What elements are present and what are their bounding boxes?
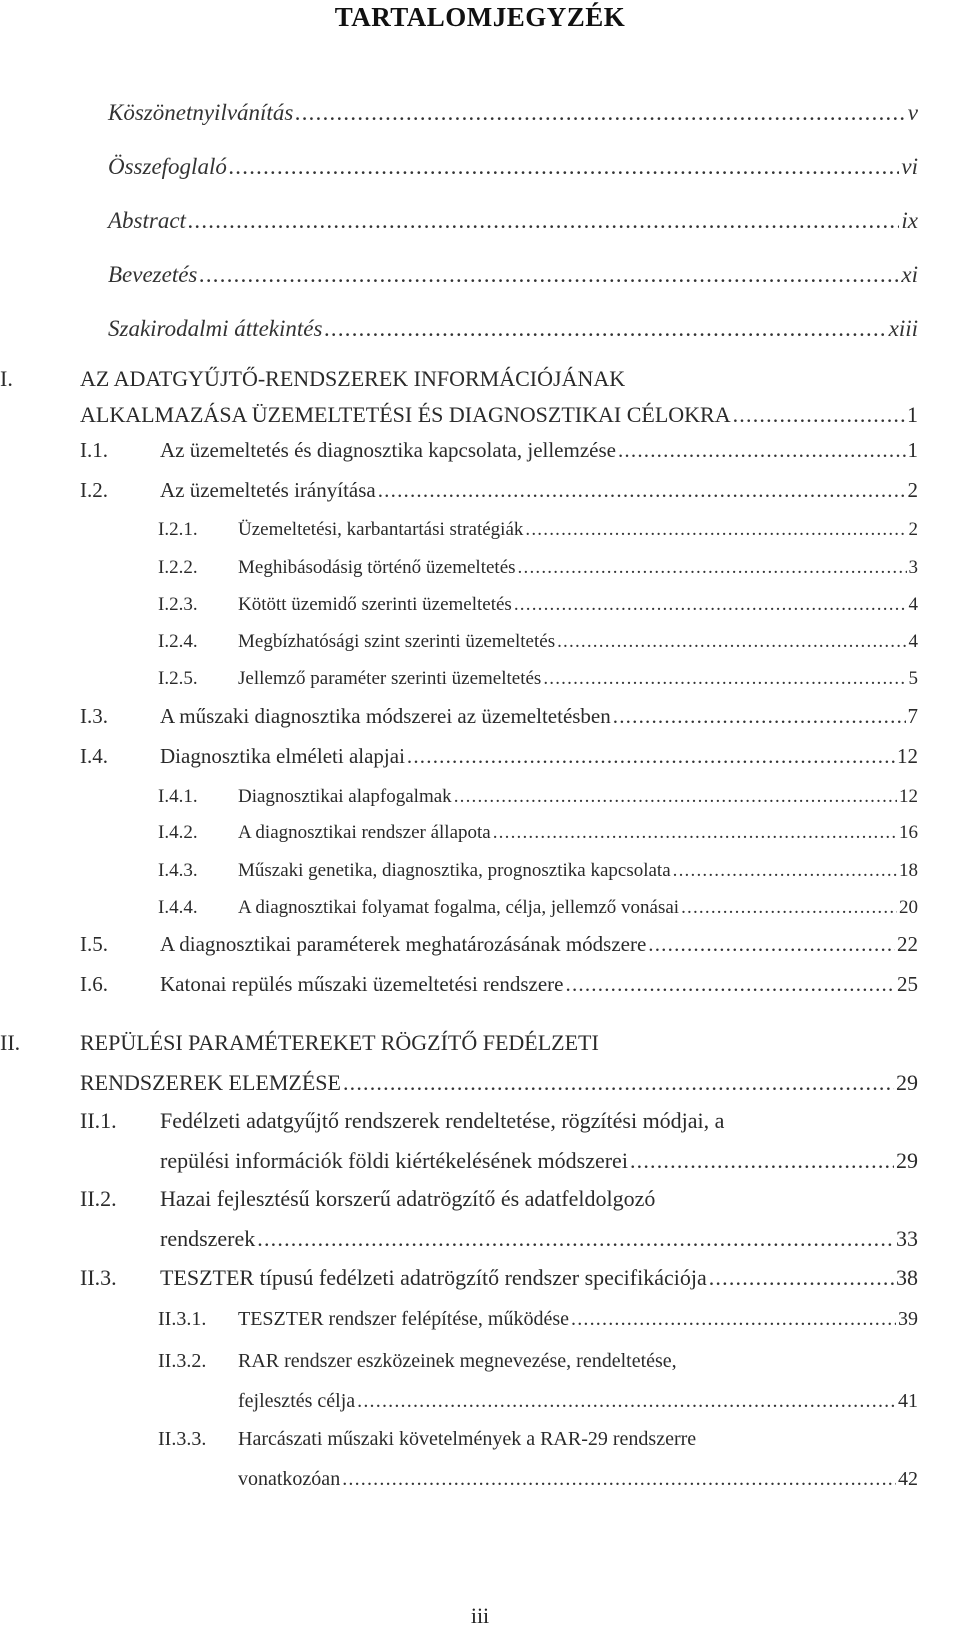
toc-section-number: I.4. [80,744,108,768]
toc-subsection-number: I.2.3. [158,594,198,615]
toc-page-number: 1 [907,402,918,427]
toc-page-number: 4 [908,594,918,615]
toc-entry-title-line-1: REPÜLÉSI PARAMÉTEREKET RÖGZÍTŐ FEDÉLZETI [80,1030,599,1055]
toc-entry-title: Az üzemeltetés és diagnosztika kapcsolata, jellemzése [160,438,616,462]
toc-page-number: 39 [898,1308,918,1330]
toc-page-number: vi [901,154,918,179]
toc-page-number: ix [901,208,918,233]
dot-leader [324,316,886,342]
toc-entry-title: Műszaki genetika, diagnosztika, prognosztika kapcsolata [238,860,671,881]
dot-leader [709,1265,894,1291]
toc-entry-title: A diagnosztikai folyamat fogalma, célja, jellemző vonásai [238,897,680,918]
toc-entry-title-line-2: vonatkozóan [238,1468,341,1490]
toc-entry-title-line-1: Harcászati műszaki követelmények a RAR-29 rendszerre [238,1428,697,1450]
toc-entry-title: Diagnosztika elméleti alapjai [160,744,405,768]
toc-entry-title: Szakirodalmi áttekintés [108,316,323,341]
page-title: TARTALOMJEGYZÉK [334,2,626,32]
dot-leader [357,1390,896,1413]
toc-page-number: 29 [896,1070,918,1095]
toc-page-number: 20 [899,897,918,918]
toc-entry-title-line-2: rendszerek [160,1226,256,1251]
dot-leader [229,154,900,180]
toc-entry-title-line-1: RAR rendszer eszközeinek megnevezése, rendeltetése, [238,1350,677,1372]
toc-entry-title: TESZTER típusú fedélzeti adatrögzítő rendszer specifikációja [160,1265,707,1290]
toc-section-number: I.3. [80,704,108,728]
toc-entry-title: Megbízhatósági szint szerinti üzemeltetés [238,631,556,652]
toc-page-number: v [907,100,918,125]
dot-leader [257,1226,894,1252]
toc-page-number: 42 [898,1468,918,1490]
toc-section-number: I.5. [80,932,108,956]
toc-entry-title-line-2: RENDSZEREK ELEMZÉSE [80,1070,341,1095]
toc-entry-title: Az üzemeltetés irányítása [160,478,376,502]
toc-entry-title: Összefoglaló [108,154,227,179]
dot-leader [648,932,895,957]
dot-leader [514,594,907,616]
toc-page-number: 4 [908,631,918,652]
toc-section-number: I.2. [80,478,108,502]
toc-section-number: II.2. [80,1186,117,1211]
toc-page-number: 2 [907,478,918,502]
toc-subsection-number: I.4.2. [158,822,198,843]
dot-leader [454,786,897,808]
toc-entry-title-line-2: fejlesztés célja [238,1390,356,1412]
dot-leader [557,631,906,653]
toc-entry-title: Köszönetnyilvánítás [108,100,294,125]
toc-entry-title-line-2: repülési információk földi kiértékelésének módszerei [160,1148,628,1173]
dot-leader [188,208,899,234]
toc-subsection-number: I.2.1. [158,519,198,540]
toc-subsection-number: II.3.3. [158,1428,207,1450]
toc-page-number: 5 [908,668,918,689]
toc-page-number: xi [901,262,918,287]
toc-subsection-number: I.4.4. [158,897,198,918]
toc-page-number: 25 [897,972,918,996]
toc-entry-title: Katonai repülés műszaki üzemeltetési rendszere [160,972,564,996]
toc-entry-title: A diagnosztikai paraméterek meghatározásának módszere [160,932,647,956]
toc-page-number: 33 [896,1226,918,1251]
toc-page-number: 41 [898,1390,918,1412]
dot-leader [566,972,896,997]
dot-leader [613,704,906,729]
dot-leader [733,402,905,428]
toc-entry-title: Diagnosztikai alapfogalmak [238,786,452,807]
toc-chapter-number: I. [0,366,13,391]
dot-leader [618,438,906,463]
toc-entry-title: Bevezetés [108,262,198,287]
dot-leader [630,1148,894,1174]
toc-entry-title: TESZTER rendszer felépítése, működése [238,1308,569,1330]
toc-page-number: 16 [899,822,918,843]
toc-subsection-number: I.4.3. [158,860,198,881]
toc-subsection-number: I.4.1. [158,786,198,807]
dot-leader [199,262,899,288]
dot-leader [343,1070,894,1096]
toc-entry-title-line-1: Fedélzeti adatgyűjtő rendszerek rendeltetése, rögzítési módjai, a [160,1108,725,1133]
toc-page-number: 29 [896,1148,918,1173]
toc-entry-title: Üzemeltetési, karbantartási stratégiák [238,519,524,540]
dot-leader [295,100,906,126]
page-folio: iii [470,1603,490,1628]
toc-subsection-number: I.2.2. [158,557,198,578]
toc-page-number: xiii [888,316,918,341]
toc-entry-title: A diagnosztikai rendszer állapota [238,822,491,843]
toc-section-number: I.1. [80,438,108,462]
dot-leader [407,744,895,769]
toc-page-number: 3 [908,557,918,578]
dot-leader [493,822,897,844]
toc-subsection-number: II.3.2. [158,1350,207,1372]
toc-page-number: 12 [897,744,918,768]
dot-leader [673,860,897,882]
toc-entry-title-line-1: AZ ADATGYŰJTŐ-RENDSZEREK INFORMÁCIÓJÁNAK [80,366,626,391]
dot-leader [571,1308,896,1331]
dot-leader [518,557,907,579]
toc-section-number: II.3. [80,1265,117,1290]
toc-subsection-number: I.2.4. [158,631,198,652]
toc-entry-title-line-2: ALKALMAZÁSA ÜZEMELTETÉSI ÉS DIAGNOSZTIKAI CÉLOKRA [80,402,731,427]
toc-page-number: 7 [907,704,918,728]
toc-page-number: 22 [897,932,918,956]
dot-leader [543,668,906,690]
toc-page-number: 2 [908,519,918,540]
toc-page-number: 1 [907,438,918,462]
toc-page-number: 12 [899,786,918,807]
toc-entry-title: Abstract [108,208,186,233]
toc-page-number: 38 [896,1265,918,1290]
toc-entry-title: A műszaki diagnosztika módszerei az üzemeltetésben [160,704,611,728]
dot-leader [342,1468,896,1491]
toc-page-number: 18 [899,860,918,881]
dot-leader [378,478,906,503]
toc-subsection-number: I.2.5. [158,668,198,689]
toc-entry-title: Jellemző paraméter szerinti üzemeltetés [238,668,542,689]
toc-section-number: I.6. [80,972,108,996]
toc-entry-title: Meghibásodásig történő üzemeltetés [238,557,516,578]
dot-leader [681,897,897,919]
dot-leader [525,519,906,541]
toc-chapter-number: II. [0,1030,21,1055]
toc-entry-title: Kötött üzemidő szerinti üzemeltetés [238,594,512,615]
toc-entry-title-line-1: Hazai fejlesztésű korszerű adatrögzítő és adatfeldolgozó [160,1186,656,1211]
toc-subsection-number: II.3.1. [158,1308,207,1330]
toc-section-number: II.1. [80,1108,117,1133]
